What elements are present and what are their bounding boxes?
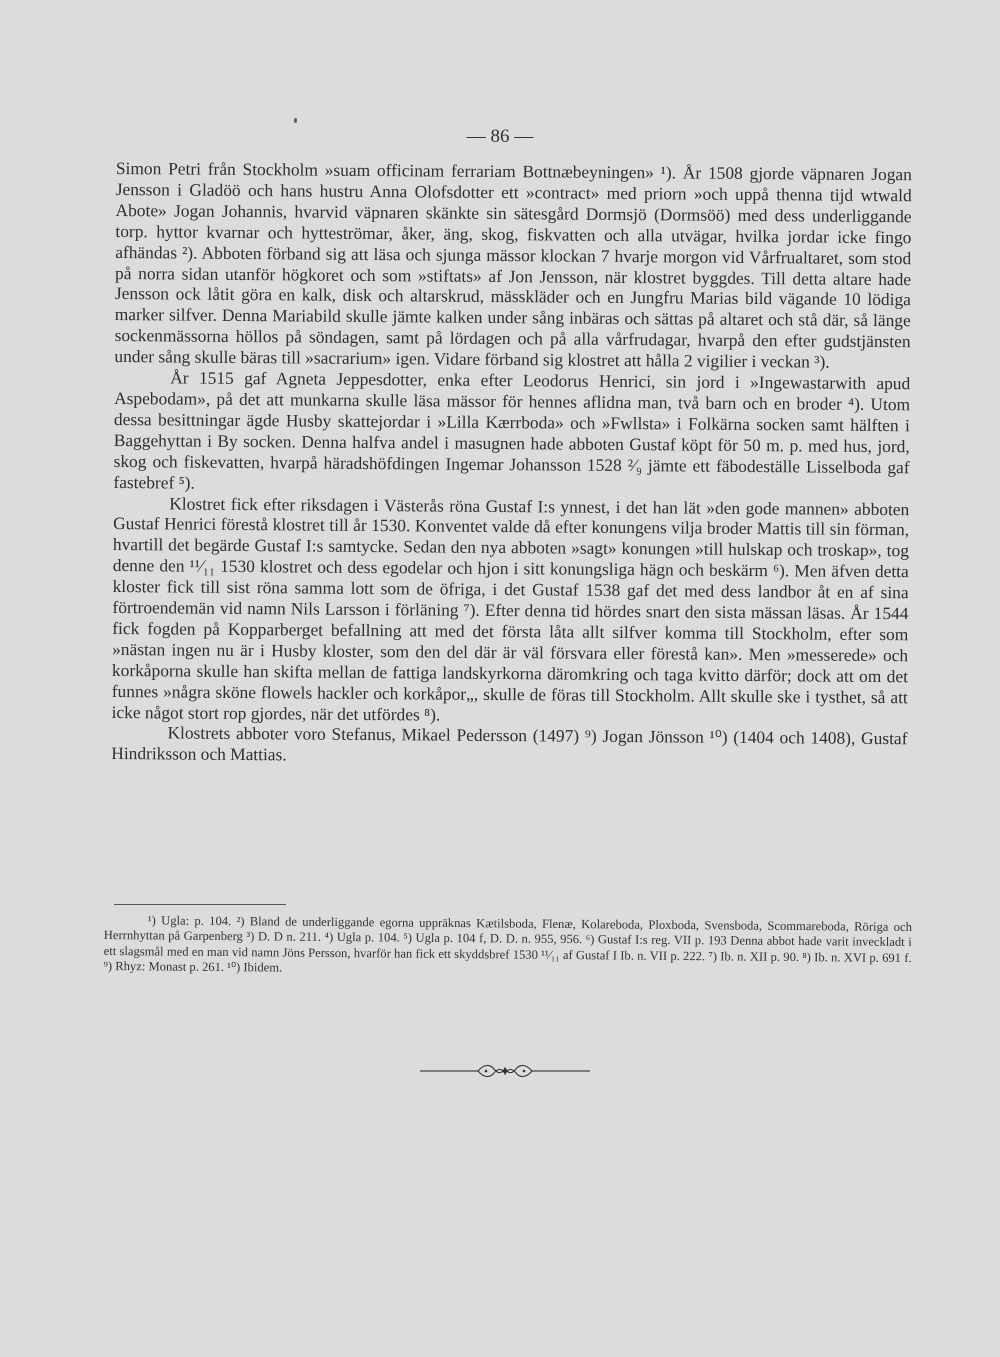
body-text (111, 158, 912, 771)
footnote-rule (114, 904, 286, 905)
footnote-text: ¹) Ugla: p. 104. ²) Bland de underliggande egorna uppräknas Kætilsboda, Flenæ, Kolareboda, Ploxboda, Svensboda, Scommareboda, Röriga och Herrnhyttan på Garpenberg ³) D. D n. 211. ⁴) Ugla p. 104. ⁵) Ugla p. 104 f, D. D. n. 955, 956. ⁶) Gustaf I:s reg. VII p. 193 Denna abbot hade varit inveckladt i ett slagsmål med en man vid namn Jöns Persson, hvarför han fick ett skyddsbref 1530 ¹¹⁄₁₁ af Gustaf I Ib. n. VII p. 222. ⁷) Ib. n. XII p. 90. ⁸) Ib. n. XVI p. 691 f. ⁹) Rhyz: Monast p. 261. ¹⁰) Ibidem. (103, 913, 912, 975)
paragraph-3: Klostret fick efter riksdagen i Västerås röna Gustaf I:s ynnest, i det han lät »den gode mannen» abboten Gustaf Henrici förestå klostret till år 1530. Konventet valde då efter konungens vilja broder Mattis till sin förman, hvartill det begärde Gustaf I:s samtycke. Sedan den nya abboten »sagt» konungen »till hulskap och troskap», tog denne den ¹¹⁄₁₁ 1530 klostret och dess egodelar och hjon i sitt konungsliga hägn och beskärm ⁶). Men äfven detta kloster fick till sist röna samma lott som de öfriga, i det Gustaf 1538 gaf det med dess landbor åt en af sina förtroendemän vid namn Nils Larsson i förläning ⁷). Efter denna tid hördes snart den sista mässan läsas. År 1544 fick fogden på Kopparberget befallning att med det första låta allt silfver komma till Stockholm, efter som »nästan ingen nu är i Husby kloster, som den del där är väl försvara eller förestå kan». Men »messerede» och korkåporna skulle han skifta mellan de fattiga landskyrkorna däromkring och taga kvitto därför; dock att om det funnes »några sköne flowels hackler och korkåpor„, skulle de föras till Stockholm. Allt skulle ske i tysthet, så att icke något stort rop gjordes, när det utfördes ⁸). (111, 492, 910, 725)
paragraph-2: År 1515 gaf Agneta Jeppesdotter, enka efter Leodorus Henrici, sin jord i »Ingewastarwith apud Aspebodam», på det att munkarna skulle läsa mässor för hennes aflidna man, två barn och en broder ⁴). Utom dessa besittningar ägde Husby skattejordar i »Lilla Kærrboda» och »Fwllsta» i Folkärna socken samt hälften i Baggehyttan i By socken. Denna halfva andel i masugnen hade abboten Gustaf köpt för 50 m. p. med hus, jord, skog och fiskevatten, hvarpå häradshöfdingen Ingemar Johansson 1528 ²⁄₉ jämte ett fäbodeställe Lisselboda gaf fastebref ⁵). (113, 367, 911, 493)
footnotes (103, 913, 912, 982)
ink-smudge (294, 118, 297, 123)
paragraph-4: Klostrets abboter voro Stefanus, Mikael Pedersson (1497) ⁹) Jogan Jönsson ¹⁰) (1404 och 1408), Gustaf Hindriksson och Mattias. (111, 722, 908, 765)
ornament-divider (420, 1060, 590, 1082)
page-number: — 86 — (466, 126, 534, 147)
paragraph-1: Simon Petri från Stockholm »suam officinam ferrariam Bottnæbeyningen» ¹). År 1508 gjorde väpnaren Jogan Jensson i Gladöö och hans hustru Anna Olofsdotter ett »contract» med priorn »och uppå thenna tijd wtwald Abote» Jogan Johannis, hvarvid väpnaren skänkte sin sätesgård Dormsjö (Dormsöö) med dess underliggande torp. hyttor kvarnar och hytteströmar, åker, äng, skog, fiskvatten och alla utvägar, hvilka jordar icke fingo afhändas ²). Abboten förband sig att läsa och sjunga mässor klockan 7 hvarje morgon vid Vårfrualtaret, som stod på norra sidan utanför högkoret och som »stiftats» af Jon Jensson, när klostret byggdes. Till detta altare hade Jensson ock låtit göra en kalk, disk och altarskrud, mässkläder och en Jungfru Marias bild vägande 10 lödiga marker silfver. Denna Mariabild skulle jämte kalken under sång inbäras och sättas på altaret och stå där, så länge sockenmässorna höllos på söndagen, samt på lördagen och på alla vårfrudagar, hvarpå den efter gudstjänsten under sång skulle bäras till »sacrarium» igen. Vidare förband sig klostret att hålla 2 vigilier i veckan ³). (114, 158, 912, 372)
